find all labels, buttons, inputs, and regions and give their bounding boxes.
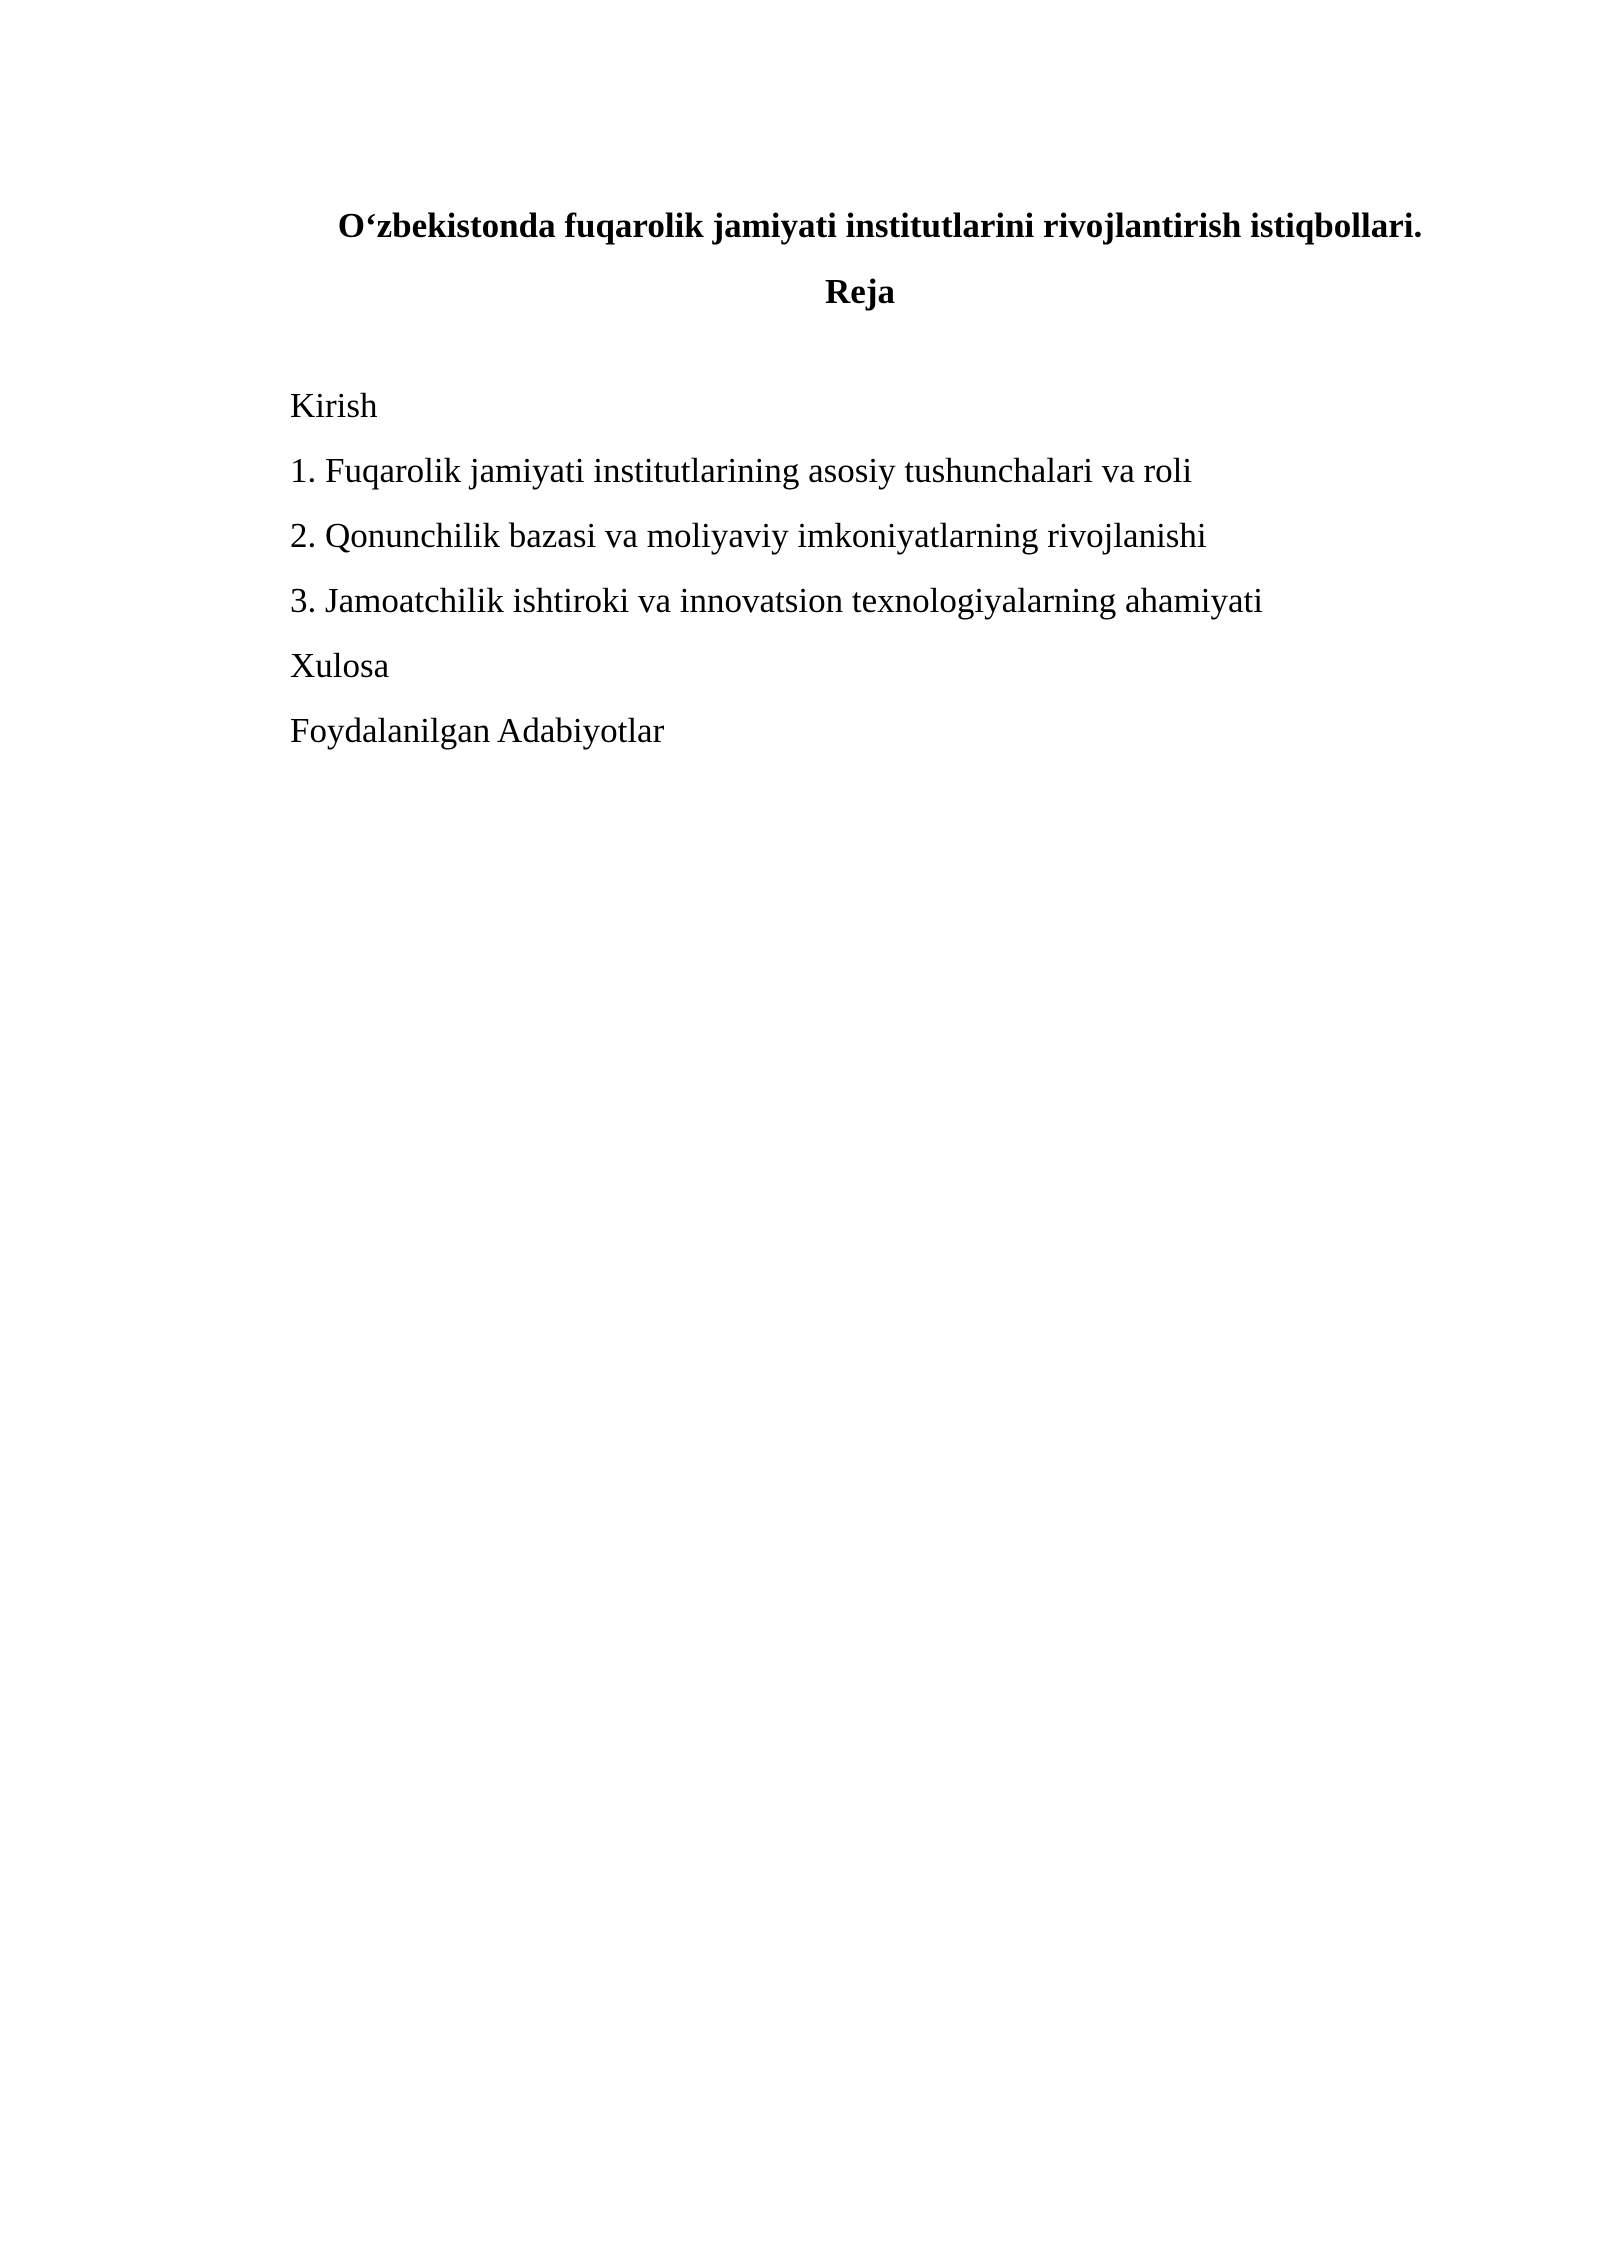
plan-item-2: 2. Qonunchilik bazasi va moliyaviy imkoniyatlarning rivojlanishi [290, 516, 1207, 555]
plan-item-introduction: Kirish [290, 386, 378, 425]
plan-item-conclusion: Xulosa [290, 646, 390, 685]
plan-item-references: Foydalanilgan Adabiyotlar [290, 711, 665, 750]
plan-heading: Reja [825, 272, 895, 311]
plan-item-1: 1. Fuqarolik jamiyati institutlarining asosiy tushunchalari va roli [290, 451, 1193, 490]
plan-list [290, 373, 1450, 763]
plan-item-3: 3. Jamoatchilik ishtiroki va innovatsion texnologiyalarning ahamiyati [290, 581, 1264, 620]
document-title: O‘zbekistonda fuqarolik jamiyati institutlarini rivojlantirish istiqbollari. [337, 206, 1423, 245]
